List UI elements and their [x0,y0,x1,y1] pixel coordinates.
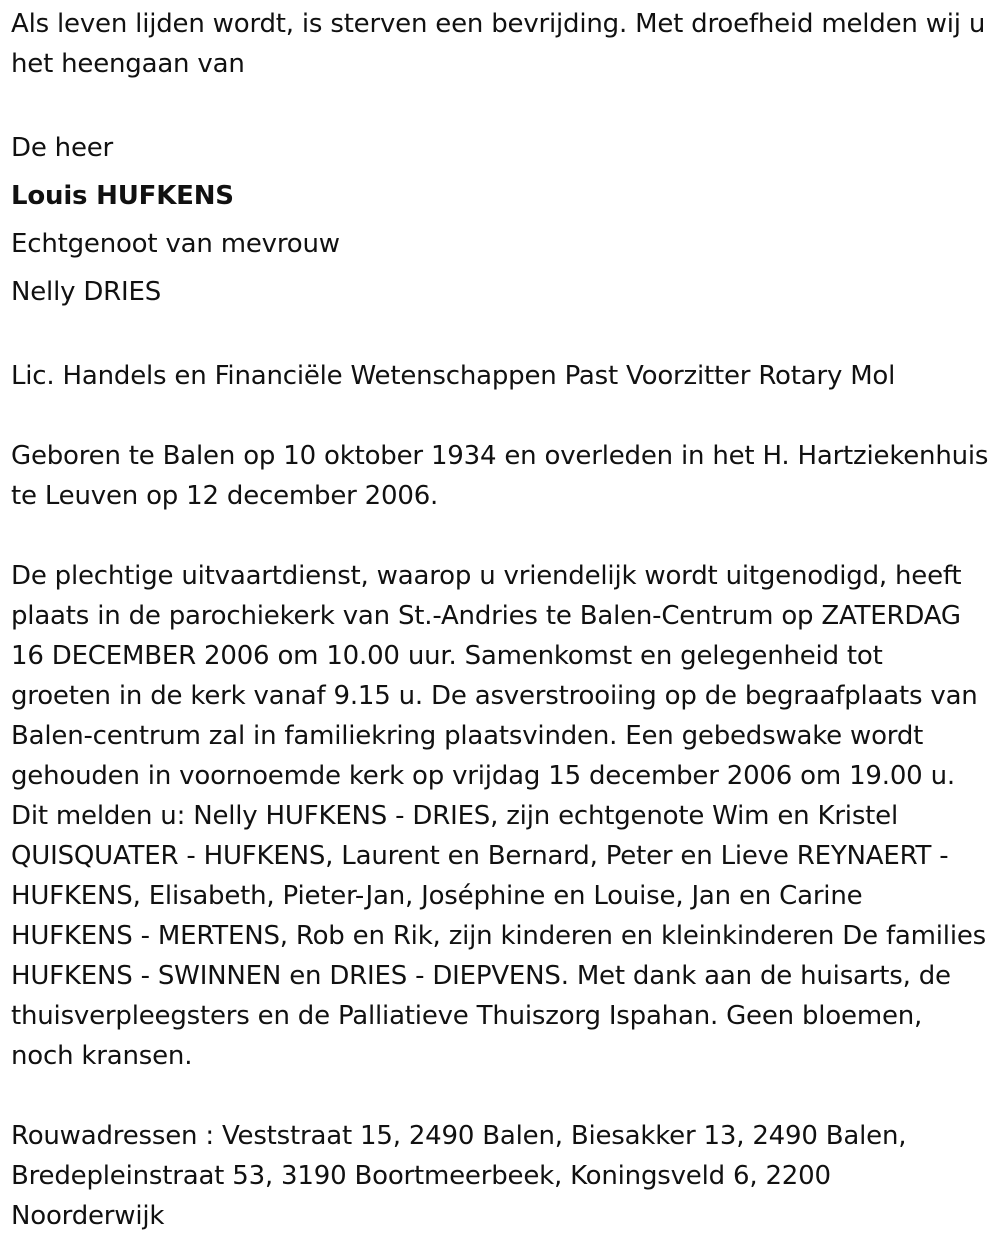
spouse-name: Nelly DRIES [11,277,162,307]
intro-text: Als leven lijden wordt, is sterven een bevrijding. Met droefheid melden wij u het heengaan van [11,9,986,79]
spacer [11,396,990,436]
deceased-name: Louis HUFKENS [11,181,234,211]
addresses-text: Rouwadressen : Veststraat 15, 2490 Balen, Biesakker 13, 2490 Balen, Bredepleinstraat 53, 3190 Boortmeerbeek, Koningsveld 6, 2200 Noorderwijk [11,1121,907,1231]
birth-death-text: Geboren te Balen op 10 oktober 1934 en overleden in het H. Hartziekenhuis te Leuven op 12 december 2006. [11,441,989,511]
spacer [11,516,990,556]
spacer [11,84,990,124]
ceremony-text: De plechtige uitvaartdienst, waarop u vriendelijk wordt uitgenodigd, heeft plaats in de parochiekerk van St.-Andries te Balen-Centrum op ZATERDAG 16 DECEMBER 2006 om 10.00 uur. Samenkomst en gelegenheid tot groeten in de kerk vanaf 9.15 u. De asverstrooiing op de begraafplaats van Balen-centrum zal in familiekring plaatsvinden. Een gebedswake wordt gehouden in voornoemde kerk op vrijdag 15 december 2006 om 19.00 u. Dit melden u: Nelly HUFKENS - DRIES, zijn echtgenote Wim en Kristel QUISQUATER - HUFKENS, Laurent en Bernard, Peter en Lieve REYNAERT - HUFKENS, Elisabeth, Pieter-Jan, Joséphine en Louise, Jan en Carine HUFKENS - MERTENS, Rob en Rik, zijn kinderen en kleinkinderen De families HUFKENS - SWINNEN en DRIES - DIEPVENS. Met dank aan de huisarts, de thuisverpleegsters en de Palliatieve Thuiszorg Ispahan. Geen bloemen, noch kransen. [11,561,986,1071]
spacer [11,1076,990,1116]
profession-text: Lic. Handels en Financiële Wetenschappen Past Voorzitter Rotary Mol [11,361,896,391]
relation-text: Echtgenoot van mevrouw [11,229,340,259]
spacer [11,316,990,356]
title-prefix: De heer [11,133,114,163]
obituary-document [11,4,990,1236]
name-block [11,124,990,316]
